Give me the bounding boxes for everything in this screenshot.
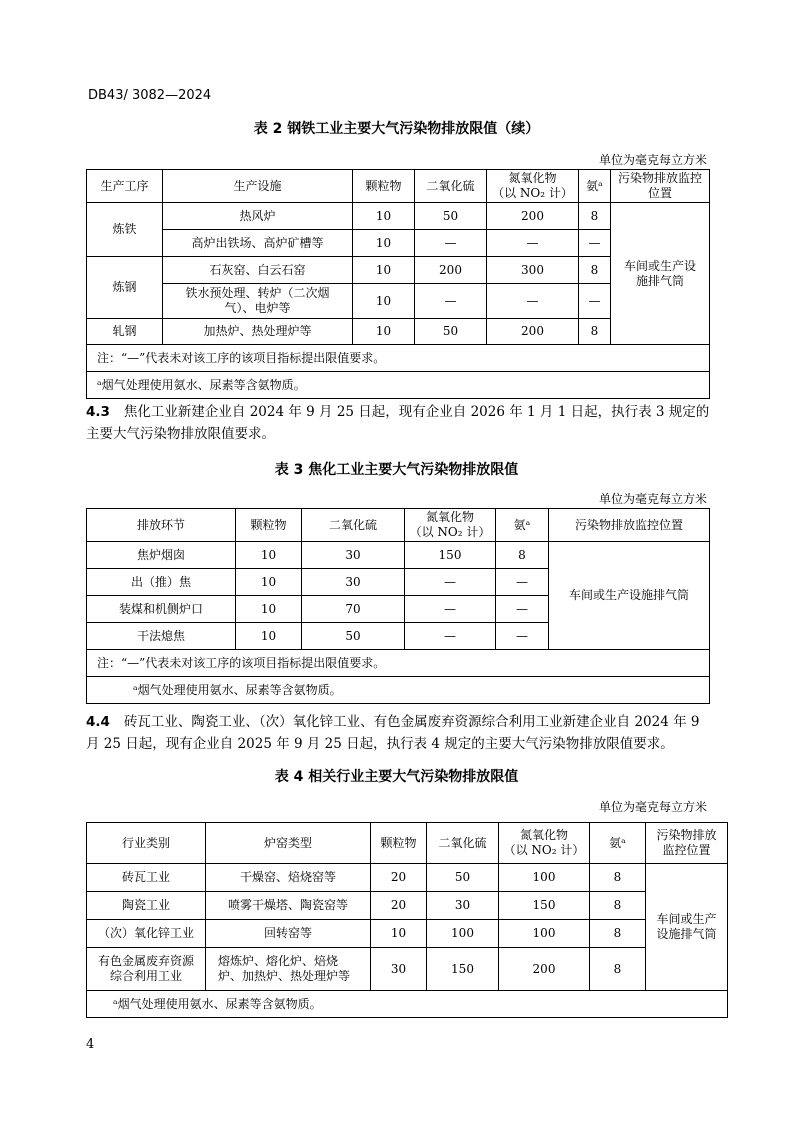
table2 bbox=[86, 169, 710, 399]
table4-header: 氮氧化物 （以 NO₂ 计） bbox=[499, 823, 590, 864]
clause-number: 4.4 bbox=[86, 714, 110, 730]
table3-cell: — bbox=[496, 623, 549, 650]
table2-process: 轧钢 bbox=[87, 319, 163, 345]
table2-cell: 200 bbox=[487, 319, 579, 345]
clause-number: 4.3 bbox=[86, 404, 110, 420]
table3-cell: 10 bbox=[236, 569, 302, 596]
table4-cell: 8 bbox=[590, 948, 646, 991]
table4-header: 二氧化硫 bbox=[427, 823, 499, 864]
table2-cell: 8 bbox=[579, 203, 611, 230]
table2-unit: 单位为毫克每立方米 bbox=[598, 153, 707, 167]
table2-cell: 300 bbox=[487, 257, 579, 284]
table2-cell: 10 bbox=[353, 284, 415, 319]
table2-cell: 50 bbox=[415, 203, 487, 230]
table3-header: 颗粒物 bbox=[236, 509, 302, 542]
table3-header: 氨ᵃ bbox=[496, 509, 549, 542]
table4-industry: 陶瓷工业 bbox=[87, 892, 206, 920]
table2-header: 氮氧化物 （以 NO₂ 计） bbox=[487, 170, 579, 203]
table-row bbox=[87, 892, 728, 920]
table3-stage: 装煤和机侧炉口 bbox=[87, 596, 236, 623]
table3-cell: — bbox=[496, 596, 549, 623]
table4-cell: 200 bbox=[499, 948, 590, 991]
table2-cell: 50 bbox=[415, 319, 487, 345]
table4-cell: 10 bbox=[371, 920, 427, 948]
paragraph-4-3 bbox=[86, 401, 710, 445]
table4-cell: 150 bbox=[499, 892, 590, 920]
table4-header: 颗粒物 bbox=[371, 823, 427, 864]
table2-cell: 8 bbox=[579, 319, 611, 345]
clause-text: 焦化工业新建企业自 2024 年 9 月 25 日起，现有企业自 2026 年 1 月 1 日起，执行表 3 规定的主要大气污染物排放限值要求。 bbox=[86, 404, 710, 442]
table4-cell: 8 bbox=[590, 864, 646, 892]
table3-header: 氮氧化物 （以 NO₂ 计） bbox=[405, 509, 496, 542]
table4-monitor: 车间或生产设施排气筒 bbox=[646, 864, 728, 991]
table2-cell: 200 bbox=[415, 257, 487, 284]
table3 bbox=[86, 508, 710, 704]
table2-cell: — bbox=[487, 230, 579, 257]
table3-cell: — bbox=[405, 569, 496, 596]
table3-unit: 单位为毫克每立方米 bbox=[598, 492, 707, 506]
table3-cell: 10 bbox=[236, 623, 302, 650]
paragraph-4-4 bbox=[86, 711, 710, 755]
table4-cell: 150 bbox=[427, 948, 499, 991]
table3-cell: — bbox=[496, 569, 549, 596]
table3-stage: 焦炉烟囱 bbox=[87, 542, 236, 569]
table4-cell: 100 bbox=[499, 864, 590, 892]
table4-industry: 有色金属废弃资源综合利用工业 bbox=[87, 948, 206, 991]
table-row bbox=[87, 542, 710, 569]
table4-cell: 20 bbox=[371, 892, 427, 920]
table4-title: 表 4 相关行业主要大气污染物排放限值 bbox=[274, 769, 519, 785]
table4-cell: 8 bbox=[590, 892, 646, 920]
table2-cell: — bbox=[487, 284, 579, 319]
table2-cell: — bbox=[579, 284, 611, 319]
table-row bbox=[87, 203, 710, 230]
table4-footnote: ᵃ烟气处理使用氨水、尿素等含氨物质。 bbox=[87, 991, 728, 1018]
table3-title: 表 3 焦化工业主要大气污染物排放限值 bbox=[274, 462, 519, 478]
table2-cell: 8 bbox=[579, 257, 611, 284]
table2-cell: 10 bbox=[353, 319, 415, 345]
page-number: 4 bbox=[86, 1037, 95, 1052]
table4-header: 氨ᵃ bbox=[590, 823, 646, 864]
table2-cell: 10 bbox=[353, 203, 415, 230]
table3-cell: 30 bbox=[302, 569, 405, 596]
table2-process: 炼铁 bbox=[87, 203, 163, 257]
table4-cell: 100 bbox=[427, 920, 499, 948]
table2-header: 颗粒物 bbox=[353, 170, 415, 203]
table2-cell: 200 bbox=[487, 203, 579, 230]
table2-facility: 高炉出铁场、高炉矿槽等 bbox=[163, 230, 353, 257]
table4-industry: （次）氧化锌工业 bbox=[87, 920, 206, 948]
table3-cell: 70 bbox=[302, 596, 405, 623]
table2-header: 二氧化硫 bbox=[415, 170, 487, 203]
table4-kiln: 回转窑等 bbox=[206, 920, 371, 948]
table3-cell: — bbox=[405, 596, 496, 623]
table3-cell: 30 bbox=[302, 542, 405, 569]
table2-cell: — bbox=[579, 230, 611, 257]
table2-title: 表 2 钢铁工业主要大气污染物排放限值（续） bbox=[253, 121, 540, 137]
table3-cell: 10 bbox=[236, 596, 302, 623]
table2-facility: 热风炉 bbox=[163, 203, 353, 230]
table4-cell: 30 bbox=[371, 948, 427, 991]
table-row bbox=[87, 920, 728, 948]
table4 bbox=[86, 822, 728, 1018]
table4-cell: 20 bbox=[371, 864, 427, 892]
table3-note: 注：“—”代表未对该工序的该项目指标提出限值要求。 bbox=[87, 650, 710, 677]
table4-cell: 8 bbox=[590, 920, 646, 948]
table4-header: 污染物排放 监控位置 bbox=[646, 823, 728, 864]
table2-cell: — bbox=[415, 284, 487, 319]
table4-cell: 30 bbox=[427, 892, 499, 920]
table2-process: 炼钢 bbox=[87, 257, 163, 319]
table2-cell: 10 bbox=[353, 257, 415, 284]
table3-cell: — bbox=[405, 623, 496, 650]
table3-footnote: ᵃ烟气处理使用氨水、尿素等含氨物质。 bbox=[87, 677, 710, 704]
table2-cell: — bbox=[415, 230, 487, 257]
table3-header: 污染物排放监控位置 bbox=[549, 509, 710, 542]
clause-text: 砖瓦工业、陶瓷工业、（次）氧化锌工业、有色金属废弃资源综合利用工业新建企业自 2024 年 9 月 25 日起，现有企业自 2025 年 9 月 25 日起，执行表 4 规定的主要大气污染物排放限值要求。 bbox=[86, 714, 700, 752]
table2-facility: 石灰窑、白云石窑 bbox=[163, 257, 353, 284]
document-number: DB43/ 3082—2024 bbox=[88, 88, 212, 103]
table4-kiln: 干燥窑、焙烧窑等 bbox=[206, 864, 371, 892]
table3-cell: 50 bbox=[302, 623, 405, 650]
table3-stage: 出（推）焦 bbox=[87, 569, 236, 596]
table2-facility: 加热炉、热处理炉等 bbox=[163, 319, 353, 345]
table4-header: 炉窑类型 bbox=[206, 823, 371, 864]
table-row bbox=[87, 948, 728, 991]
table3-monitor: 车间或生产设施排气筒 bbox=[549, 542, 710, 650]
table4-cell: 100 bbox=[499, 920, 590, 948]
table2-note: 注：“—”代表未对该工序的该项目指标提出限值要求。 bbox=[87, 345, 710, 372]
table3-header: 二氧化硫 bbox=[302, 509, 405, 542]
table2-header: 污染物排放监控位置 bbox=[611, 170, 710, 203]
table2-header: 生产工序 bbox=[87, 170, 163, 203]
table4-header: 行业类别 bbox=[87, 823, 206, 864]
table4-kiln: 熔炼炉、熔化炉、焙烧炉、加热炉、热处理炉等 bbox=[206, 948, 371, 991]
table3-cell: 8 bbox=[496, 542, 549, 569]
table2-footnote: ᵃ烟气处理使用氨水、尿素等含氨物质。 bbox=[87, 372, 710, 399]
table3-header: 排放环节 bbox=[87, 509, 236, 542]
table4-unit: 单位为毫克每立方米 bbox=[598, 800, 707, 814]
table3-cell: 10 bbox=[236, 542, 302, 569]
table3-stage: 干法熄焦 bbox=[87, 623, 236, 650]
table2-facility: 铁水预处理、转炉（二次烟气）、电炉等 bbox=[163, 284, 353, 319]
table4-cell: 50 bbox=[427, 864, 499, 892]
table2-cell: 10 bbox=[353, 230, 415, 257]
table4-industry: 砖瓦工业 bbox=[87, 864, 206, 892]
table2-header: 氨ᵃ bbox=[579, 170, 611, 203]
table2-header: 生产设施 bbox=[163, 170, 353, 203]
table3-cell: 150 bbox=[405, 542, 496, 569]
table-row bbox=[87, 864, 728, 892]
table4-kiln: 喷雾干燥塔、陶瓷窑等 bbox=[206, 892, 371, 920]
table2-monitor: 车间或生产设施排气筒 bbox=[611, 203, 710, 345]
